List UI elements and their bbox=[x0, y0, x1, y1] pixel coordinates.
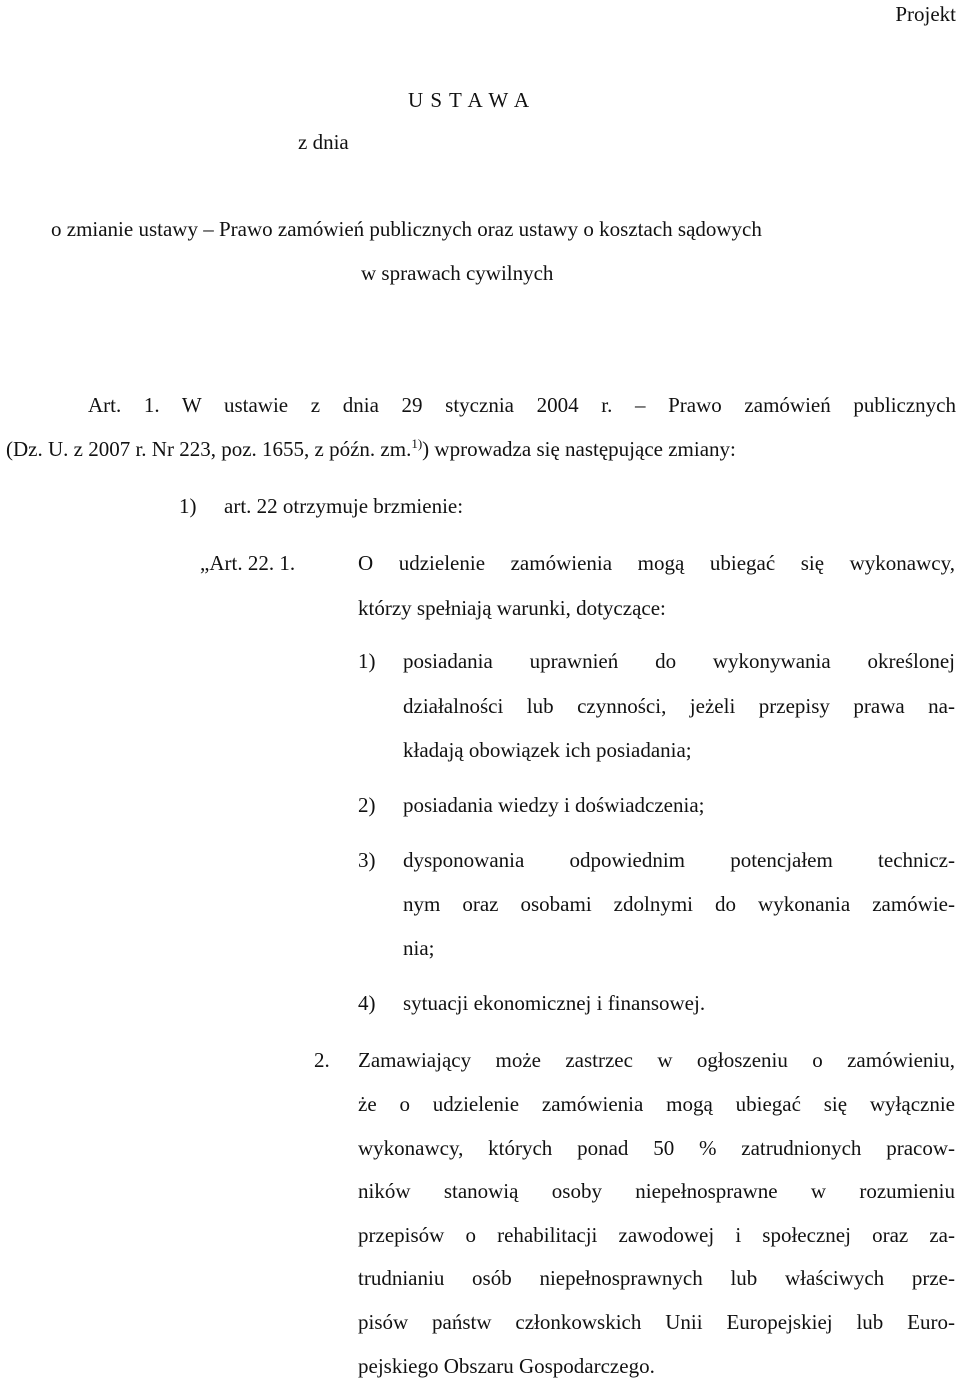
draft-status-label: Projekt bbox=[895, 2, 956, 26]
point-1-text: art. 22 otrzymuje brzmienie: bbox=[224, 494, 464, 518]
date-line: z dnia bbox=[298, 130, 349, 154]
art-22-para-1-line: którzy spełniają warunki, dotyczące: bbox=[358, 596, 666, 620]
list-item-number: 1) bbox=[358, 649, 376, 673]
list-item-number: 3) bbox=[358, 848, 376, 872]
point-1-number: 1) bbox=[179, 494, 197, 518]
list-item-line: nym oraz osobami zdolnymi do wykonania zamówie- bbox=[403, 892, 955, 916]
art-22-para-2-line: ników stanowią osoby niepełnosprawne w rozumieniu bbox=[358, 1179, 955, 1203]
list-item-number: 4) bbox=[358, 991, 376, 1015]
article-1-line-2 bbox=[6, 435, 736, 463]
subject-line-2: w sprawach cywilnych bbox=[361, 261, 554, 285]
art-22-para-1-line: O udzielenie zamówienia mogą ubiegać się wykonawcy, bbox=[358, 551, 955, 575]
document-title: U S T A W A bbox=[408, 88, 531, 112]
art-22-para-2-line: Zamawiający może zastrzec w ogłoszeniu o zamówieniu, bbox=[358, 1048, 955, 1072]
art-22-para-2-line: że o udzielenie zamówienia mogą ubiegać się wyłącznie bbox=[358, 1092, 955, 1116]
art-22-para-2-line: przepisów o rehabilitacji zawodowej i społecznej oraz za- bbox=[358, 1223, 955, 1247]
art-22-para-2-line: pejskiego Obszaru Gospodarczego. bbox=[358, 1354, 655, 1378]
list-item-line: nia; bbox=[403, 936, 435, 960]
list-item-number: 2) bbox=[358, 793, 376, 817]
footnote-ref: 1) bbox=[411, 436, 423, 451]
art-22-para-2-line: wykonawcy, których ponad 50 % zatrudnionych pracow- bbox=[358, 1136, 955, 1160]
art-22-label: „Art. 22. 1. bbox=[200, 551, 296, 575]
list-item-line: posiadania wiedzy i doświadczenia; bbox=[403, 793, 705, 817]
article-1-text-before: (Dz. U. z 2007 r. Nr 223, poz. 1655, z późn. zm. bbox=[6, 437, 412, 461]
art-22-para-2-number: 2. bbox=[314, 1048, 330, 1072]
list-item-line: sytuacji ekonomicznej i finansowej. bbox=[403, 991, 706, 1015]
subject-line-1: o zmianie ustawy – Prawo zamówień publicznych oraz ustawy o kosztach sądowych bbox=[51, 217, 762, 241]
list-item-line: kładają obowiązek ich posiadania; bbox=[403, 738, 692, 762]
article-1-text-after: ) wprowadza się następujące zmiany: bbox=[422, 437, 736, 461]
art-22-para-2-line: pisów państw członkowskich Unii Europejskiej lub Euro- bbox=[358, 1310, 955, 1334]
list-item-line: posiadania uprawnień do wykonywania określonej bbox=[403, 649, 955, 673]
art-22-para-2-line: trudnianiu osób niepełnosprawnych lub właściwych prze- bbox=[358, 1266, 955, 1290]
list-item-line: dysponowania odpowiednim potencjałem technicz- bbox=[403, 848, 955, 872]
article-1-line-1: Art. 1. W ustawie z dnia 29 stycznia 2004 r. – Prawo zamówień publicznych bbox=[88, 393, 956, 417]
list-item-line: działalności lub czynności, jeżeli przepisy prawa na- bbox=[403, 694, 955, 718]
